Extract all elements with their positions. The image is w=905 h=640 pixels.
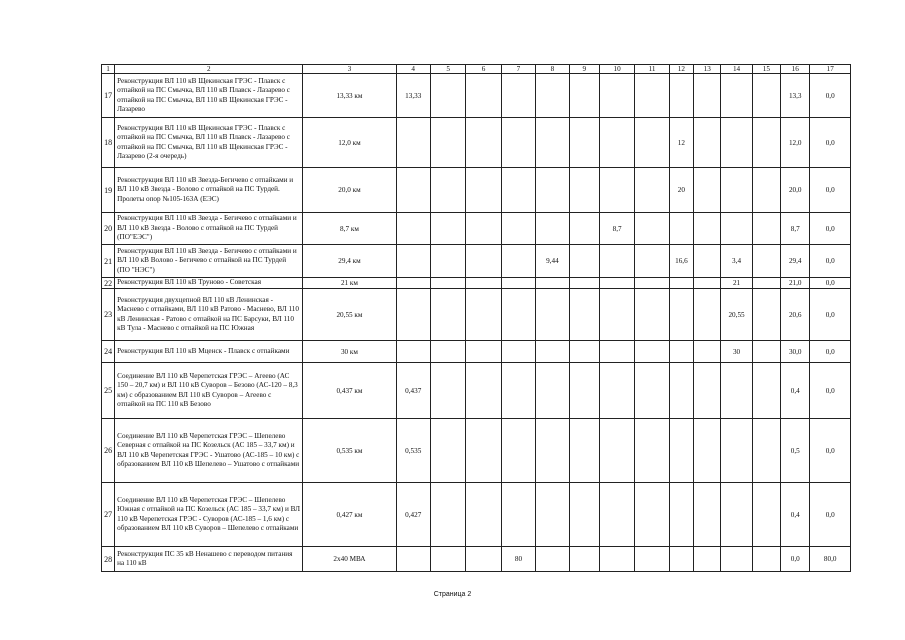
row-number: 21 <box>102 245 115 278</box>
cell-col-16: 30,0 <box>781 341 810 363</box>
cell-col-11 <box>635 213 669 245</box>
cell-col-4 <box>396 547 430 572</box>
column-header-6: 6 <box>466 65 501 74</box>
cell-col-12 <box>669 419 693 483</box>
cell-col-17: 0,0 <box>810 118 851 168</box>
header-row <box>102 65 851 74</box>
cell-col-9 <box>569 341 599 363</box>
row-number: 25 <box>102 363 115 419</box>
cell-col-15 <box>752 118 780 168</box>
cell-col-12 <box>669 483 693 547</box>
cell-col-9 <box>569 419 599 483</box>
cell-col-15 <box>752 547 780 572</box>
row-description: Реконструкция ВЛ 110 кВ Звезда-Бегичево с отпайками и ВЛ 110 кВ Звезда - Волово с отпайкой на ПС Турдей. Пролеты опор №105-163А (ЕЭС) <box>115 168 303 213</box>
column-header-5: 5 <box>430 65 465 74</box>
table-row <box>102 547 851 572</box>
cell-col-13 <box>694 363 721 419</box>
column-header-9: 9 <box>569 65 599 74</box>
cell-col-4 <box>396 118 430 168</box>
row-number: 17 <box>102 74 115 118</box>
cell-col-7 <box>501 363 535 419</box>
cell-col-13 <box>694 341 721 363</box>
cell-col-6 <box>466 289 501 341</box>
cell-col-11 <box>635 289 669 341</box>
cell-col-6 <box>466 74 501 118</box>
cell-col-11 <box>635 168 669 213</box>
cell-col-8 <box>536 419 569 483</box>
cell-col-5 <box>430 363 465 419</box>
cell-col-7 <box>501 419 535 483</box>
cell-col-4 <box>396 213 430 245</box>
cell-col-11 <box>635 278 669 289</box>
cell-col-9 <box>569 278 599 289</box>
cell-col-11 <box>635 419 669 483</box>
cell-col-17: 0,0 <box>810 341 851 363</box>
cell-col-5 <box>430 168 465 213</box>
cell-col-9 <box>569 363 599 419</box>
cell-col-7 <box>501 118 535 168</box>
cell-col-7 <box>501 289 535 341</box>
cell-col-4: 0,535 <box>396 419 430 483</box>
cell-col-13 <box>694 547 721 572</box>
cell-col-16: 0,0 <box>781 547 810 572</box>
cell-col-10 <box>599 118 634 168</box>
cell-col-17: 0,0 <box>810 419 851 483</box>
cell-col-4 <box>396 278 430 289</box>
cell-col-4 <box>396 341 430 363</box>
cell-col-13 <box>694 118 721 168</box>
column-header-16: 16 <box>781 65 810 74</box>
cell-col-15 <box>752 74 780 118</box>
cell-col-5 <box>430 278 465 289</box>
cell-col-3: 29,4 км <box>303 245 396 278</box>
cell-col-10 <box>599 168 634 213</box>
cell-col-16: 13,3 <box>781 74 810 118</box>
cell-col-14: 3,4 <box>721 245 752 278</box>
cell-col-3: 0,535 км <box>303 419 396 483</box>
cell-col-17: 0,0 <box>810 213 851 245</box>
cell-col-16: 29,4 <box>781 245 810 278</box>
row-description: Соединение ВЛ 110 кВ Черепетская ГРЭС – Шепелево Северная с отпайкой на ПС Козельск (АС 185 – 33,7 км) и ВЛ 110 кВ Черепетская ГРЭС - Ушатово (АС-185 – 10 км) с образованием ВЛ 110 кВ Шепелево – Ушатово с отпайками <box>115 419 303 483</box>
cell-col-15 <box>752 419 780 483</box>
column-header-14: 14 <box>721 65 752 74</box>
cell-col-16: 8,7 <box>781 213 810 245</box>
row-number: 19 <box>102 168 115 213</box>
row-description: Реконструкция ВЛ 110 кВ Щекинская ГРЭС - Плавск с отпайкой на ПС Смычка, ВЛ 110 кВ Плавск - Лазарево с отпайкой на ПС Смычка, ВЛ 110 кВ Щекинская ГРЭС - Лазарево <box>115 74 303 118</box>
cell-col-7 <box>501 245 535 278</box>
cell-col-8 <box>536 74 569 118</box>
cell-col-8 <box>536 289 569 341</box>
cell-col-10: 8,7 <box>599 213 634 245</box>
table-row <box>102 74 851 118</box>
cell-col-16: 0,5 <box>781 419 810 483</box>
cell-col-11 <box>635 341 669 363</box>
cell-col-8 <box>536 168 569 213</box>
row-description: Соединение ВЛ 110 кВ Черепетская ГРЭС – Агеево (АС 150 – 20,7 км) и ВЛ 110 кВ Суворов – Безово (АС-120 – 8,3 км) с образованием ВЛ 110 кВ Суворов – Агеево с отпайкой на ПС 110 кВ Безово <box>115 363 303 419</box>
cell-col-13 <box>694 213 721 245</box>
cell-col-4: 0,437 <box>396 363 430 419</box>
cell-col-10 <box>599 74 634 118</box>
cell-col-8 <box>536 547 569 572</box>
cell-col-4 <box>396 168 430 213</box>
row-number: 18 <box>102 118 115 168</box>
cell-col-12: 20 <box>669 168 693 213</box>
cell-col-11 <box>635 74 669 118</box>
column-header-11: 11 <box>635 65 669 74</box>
cell-col-7: 80 <box>501 547 535 572</box>
cell-col-10 <box>599 547 634 572</box>
cell-col-14 <box>721 483 752 547</box>
cell-col-5 <box>430 547 465 572</box>
cell-col-3: 20,55 км <box>303 289 396 341</box>
cell-col-3: 0,437 км <box>303 363 396 419</box>
cell-col-6 <box>466 483 501 547</box>
cell-col-12 <box>669 289 693 341</box>
cell-col-6 <box>466 118 501 168</box>
cell-col-12: 16,6 <box>669 245 693 278</box>
cell-col-7 <box>501 74 535 118</box>
cell-col-17: 0,0 <box>810 74 851 118</box>
cell-col-3: 2х40 МВА <box>303 547 396 572</box>
cell-col-14: 20,55 <box>721 289 752 341</box>
cell-col-14 <box>721 118 752 168</box>
row-description: Реконструкция двухцепной ВЛ 110 кВ Ленинская - Маснево с отпайками, ВЛ 110 кВ Ратово - Маснево, ВЛ 110 кВ Ленинская - Ратово с отпайкой на ПС Барсуки, ВЛ 110 кВ Тула - Маснево с отпайкой на ПС Южная <box>115 289 303 341</box>
cell-col-12: 12 <box>669 118 693 168</box>
cell-col-11 <box>635 118 669 168</box>
cell-col-10 <box>599 245 634 278</box>
column-header-12: 12 <box>669 65 693 74</box>
cell-col-5 <box>430 245 465 278</box>
table-row <box>102 168 851 213</box>
cell-col-13 <box>694 168 721 213</box>
cell-col-16: 0,4 <box>781 363 810 419</box>
column-header-10: 10 <box>599 65 634 74</box>
row-description: Реконструкция ВЛ 110 кВ Труново - Советская <box>115 278 303 289</box>
row-number: 27 <box>102 483 115 547</box>
cell-col-6 <box>466 278 501 289</box>
cell-col-5 <box>430 118 465 168</box>
cell-col-5 <box>430 289 465 341</box>
cell-col-3: 12,0 км <box>303 118 396 168</box>
table-row <box>102 278 851 289</box>
page-footer: Страница 2 <box>433 591 472 598</box>
row-number: 28 <box>102 547 115 572</box>
table-row <box>102 245 851 278</box>
cell-col-9 <box>569 245 599 278</box>
cell-col-13 <box>694 289 721 341</box>
cell-col-15 <box>752 168 780 213</box>
cell-col-8 <box>536 213 569 245</box>
cell-col-8 <box>536 363 569 419</box>
row-number: 20 <box>102 213 115 245</box>
cell-col-17: 0,0 <box>810 168 851 213</box>
row-description: Реконструкция ВЛ 110 кВ Звезда - Бегичево с отпайками и ВЛ 110 кВ Волово - Бегичево с отпайкой на ПС Турдей (ПО "НЭС") <box>115 245 303 278</box>
row-number: 26 <box>102 419 115 483</box>
cell-col-7 <box>501 168 535 213</box>
cell-col-10 <box>599 483 634 547</box>
cell-col-6 <box>466 168 501 213</box>
cell-col-7 <box>501 341 535 363</box>
cell-col-17: 0,0 <box>810 363 851 419</box>
cell-col-9 <box>569 289 599 341</box>
cell-col-16: 20,0 <box>781 168 810 213</box>
cell-col-14: 21 <box>721 278 752 289</box>
cell-col-5 <box>430 341 465 363</box>
cell-col-9 <box>569 213 599 245</box>
cell-col-11 <box>635 547 669 572</box>
row-number: 23 <box>102 289 115 341</box>
cell-col-15 <box>752 213 780 245</box>
cell-col-12 <box>669 278 693 289</box>
cell-col-15 <box>752 483 780 547</box>
table-row <box>102 363 851 419</box>
cell-col-15 <box>752 278 780 289</box>
cell-col-10 <box>599 419 634 483</box>
cell-col-12 <box>669 341 693 363</box>
cell-col-7 <box>501 483 535 547</box>
cell-col-14 <box>721 74 752 118</box>
cell-col-6 <box>466 213 501 245</box>
table-row <box>102 118 851 168</box>
cell-col-10 <box>599 289 634 341</box>
column-header-3: 3 <box>303 65 396 74</box>
table-row <box>102 213 851 245</box>
cell-col-5 <box>430 419 465 483</box>
cell-col-9 <box>569 168 599 213</box>
cell-col-13 <box>694 483 721 547</box>
cell-col-9 <box>569 547 599 572</box>
cell-col-12 <box>669 547 693 572</box>
cell-col-11 <box>635 245 669 278</box>
cell-col-8 <box>536 278 569 289</box>
column-header-7: 7 <box>501 65 535 74</box>
table-row <box>102 419 851 483</box>
cell-col-11 <box>635 483 669 547</box>
cell-col-12 <box>669 213 693 245</box>
cell-col-12 <box>669 363 693 419</box>
cell-col-4: 13,33 <box>396 74 430 118</box>
cell-col-16: 21,0 <box>781 278 810 289</box>
row-description: Реконструкция ВЛ 110 кВ Щекинская ГРЭС - Плавск с отпайкой на ПС Смычка, ВЛ 110 кВ Плавск - Лазарево с отпайкой на ПС Смычка, ВЛ 110 кВ Щекинская ГРЭС - Лазарево (2-я очередь) <box>115 118 303 168</box>
cell-col-15 <box>752 245 780 278</box>
cell-col-17: 0,0 <box>810 483 851 547</box>
cell-col-14 <box>721 363 752 419</box>
row-description: Реконструкция ПС 35 кВ Ненашево с переводом питания на 110 кВ <box>115 547 303 572</box>
cell-col-5 <box>430 74 465 118</box>
column-header-17: 17 <box>810 65 851 74</box>
cell-col-10 <box>599 341 634 363</box>
cell-col-3: 20,0 км <box>303 168 396 213</box>
cell-col-11 <box>635 363 669 419</box>
column-header-4: 4 <box>396 65 430 74</box>
cell-col-14 <box>721 213 752 245</box>
cell-col-8 <box>536 341 569 363</box>
cell-col-4 <box>396 245 430 278</box>
cell-col-3: 21 км <box>303 278 396 289</box>
cell-col-10 <box>599 363 634 419</box>
cell-col-12 <box>669 74 693 118</box>
row-description: Реконструкция ВЛ 110 кВ Звезда - Бегичево с отпайками и ВЛ 110 кВ Звезда - Волово с отпайкой на ПС Турдей (ПО"ЕЭС") <box>115 213 303 245</box>
data-table <box>101 64 851 572</box>
cell-col-13 <box>694 74 721 118</box>
column-header-13: 13 <box>694 65 721 74</box>
cell-col-17: 0,0 <box>810 278 851 289</box>
cell-col-7 <box>501 213 535 245</box>
cell-col-15 <box>752 363 780 419</box>
column-header-1: 1 <box>102 65 115 74</box>
row-description: Соединение ВЛ 110 кВ Черепетская ГРЭС – Шепелево Южная с отпайкой на ПС Козельск (АС 185 – 33,7 км) и ВЛ 110 кВ Черепетская ГРЭС - Суворов (АС-185 – 1,6 км) с образованием ВЛ 110 кВ Суворов – Шепелево с отпайками <box>115 483 303 547</box>
cell-col-14 <box>721 168 752 213</box>
cell-col-3: 0,427 км <box>303 483 396 547</box>
row-number: 24 <box>102 341 115 363</box>
cell-col-3: 13,33 км <box>303 74 396 118</box>
cell-col-17: 80,0 <box>810 547 851 572</box>
cell-col-6 <box>466 547 501 572</box>
column-header-2: 2 <box>115 65 303 74</box>
table-row <box>102 483 851 547</box>
row-description: Реконструкция ВЛ 110 кВ Мценск - Плавск с отпайками <box>115 341 303 363</box>
cell-col-17: 0,0 <box>810 289 851 341</box>
cell-col-8 <box>536 118 569 168</box>
cell-col-4 <box>396 289 430 341</box>
row-number: 22 <box>102 278 115 289</box>
column-header-15: 15 <box>752 65 780 74</box>
cell-col-15 <box>752 341 780 363</box>
cell-col-14 <box>721 547 752 572</box>
cell-col-16: 12,0 <box>781 118 810 168</box>
cell-col-14 <box>721 419 752 483</box>
cell-col-16: 0,4 <box>781 483 810 547</box>
cell-col-13 <box>694 245 721 278</box>
cell-col-13 <box>694 419 721 483</box>
cell-col-8: 9,44 <box>536 245 569 278</box>
column-header-8: 8 <box>536 65 569 74</box>
cell-col-14: 30 <box>721 341 752 363</box>
cell-col-6 <box>466 363 501 419</box>
cell-col-15 <box>752 289 780 341</box>
cell-col-17: 0,0 <box>810 245 851 278</box>
cell-col-5 <box>430 213 465 245</box>
cell-col-4: 0,427 <box>396 483 430 547</box>
cell-col-3: 30 км <box>303 341 396 363</box>
cell-col-8 <box>536 483 569 547</box>
cell-col-6 <box>466 341 501 363</box>
cell-col-5 <box>430 483 465 547</box>
cell-col-9 <box>569 118 599 168</box>
cell-col-9 <box>569 74 599 118</box>
cell-col-16: 20,6 <box>781 289 810 341</box>
cell-col-6 <box>466 419 501 483</box>
cell-col-9 <box>569 483 599 547</box>
cell-col-13 <box>694 278 721 289</box>
cell-col-7 <box>501 278 535 289</box>
table-row <box>102 341 851 363</box>
table-row <box>102 289 851 341</box>
cell-col-3: 8,7 км <box>303 213 396 245</box>
cell-col-10 <box>599 278 634 289</box>
cell-col-6 <box>466 245 501 278</box>
